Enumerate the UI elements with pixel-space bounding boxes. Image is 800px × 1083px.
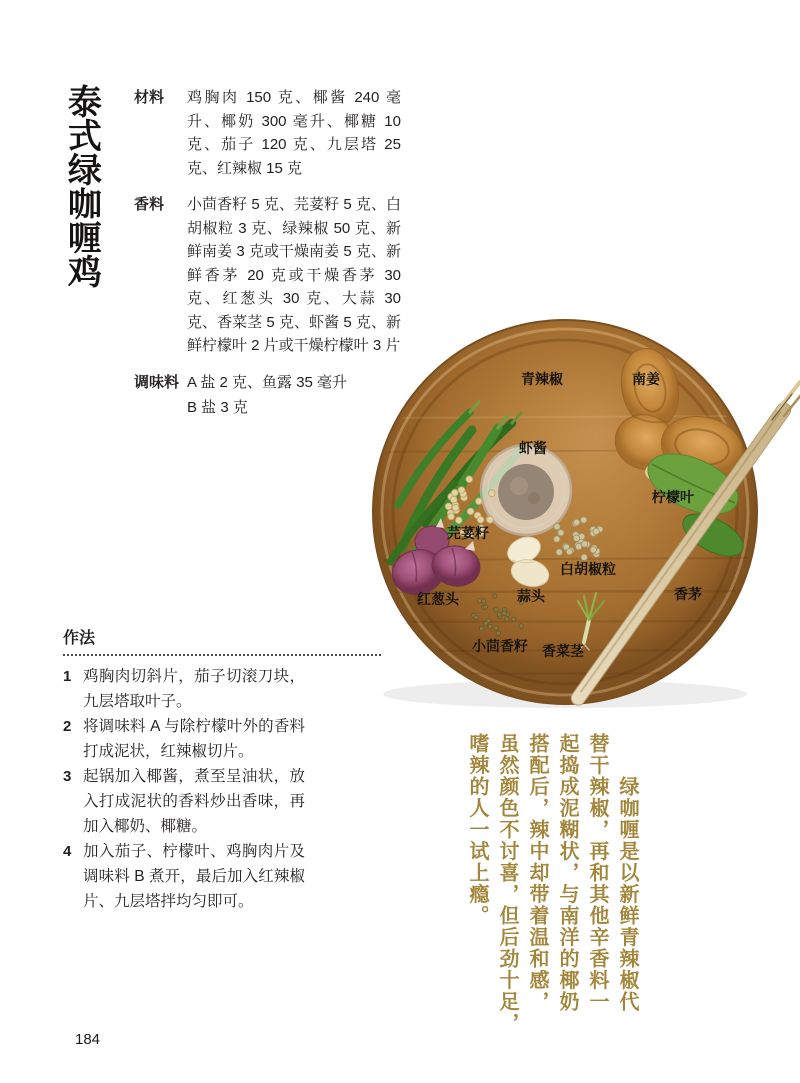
step-number: 2	[63, 718, 72, 735]
ingredients-plate-illustration	[355, 312, 800, 712]
label-cumin-seeds: 小茴香籽	[472, 638, 528, 654]
label-lime-leaves: 柠檬叶	[652, 489, 694, 505]
step-text: 鸡胸肉切斜片，茄子切滚刀块，九层塔取叶子。	[83, 668, 305, 710]
method-step	[63, 664, 381, 714]
ingredients-section-main	[134, 86, 404, 180]
method-heading: 作法	[63, 625, 381, 656]
label-garlic: 蒜头	[517, 588, 545, 604]
intro-column: 起捣成泥糊状，与南洋的椰奶	[556, 733, 578, 1013]
shrimp-paste-bowl	[481, 445, 571, 535]
label-white-peppercorns: 白胡椒粒	[560, 561, 616, 577]
step-number: 1	[63, 668, 72, 685]
ingredient-text: 小茴香籽 5 克、芫荽籽 5 克、白胡椒粒 3 克、绿辣椒 50 克、新鲜南姜 3 克或干燥南姜 5 克、新鲜香茅 20 克或干燥香茅 30 克、红葱头 30 克、大蒜 30 克、香菜茎 5 克、虾酱 5 克、新鲜柠檬叶 2 片或干燥柠檬叶 3 片	[187, 196, 401, 354]
label-cilantro-stems: 香菜茎	[542, 643, 584, 659]
label-shallots: 红葱头	[417, 591, 459, 607]
label-green-chilies: 青辣椒	[521, 371, 563, 387]
step-text: 将调味料 A 与除柠檬叶外的香料打成泥状，红辣椒切片。	[83, 718, 305, 760]
method-step	[63, 764, 381, 839]
label-lemongrass: 香茅	[674, 586, 702, 602]
method-step	[63, 839, 381, 914]
ingredient-label: 材料	[134, 89, 165, 106]
step-number: 3	[63, 768, 72, 785]
method-step	[63, 714, 381, 764]
page-number: 184	[75, 1031, 101, 1048]
seasoning-line-b: B 盐 3 克	[187, 399, 248, 416]
step-number: 4	[63, 843, 72, 860]
ingredient-label: 调味料	[134, 373, 180, 391]
ingredient-text: 鸡胸肉 150 克、椰酱 240 毫升、椰奶 300 毫升、椰糖 10 克、茄子 120 克、九层塔 25 克、红辣椒 15 克	[187, 89, 401, 177]
intro-column: 虽然颜色不讨喜，但后劲十足，	[496, 733, 518, 1034]
ingredient-label: 香料	[134, 196, 165, 213]
intro-column: 绿咖喱是以新鲜青辣椒代	[616, 776, 638, 1013]
seasoning-line-a: A 盐 2 克、鱼露 35 毫升	[187, 373, 348, 391]
label-coriander-seeds: 芫荽籽	[447, 525, 489, 541]
method-section	[63, 625, 381, 914]
intro-paragraph-vertical	[462, 733, 642, 1036]
step-text: 加入茄子、柠檬叶、鸡胸肉片及调味料 B 煮开，最后加入红辣椒片、九层塔拌均匀即可。	[83, 843, 305, 910]
label-shrimp-paste: 虾酱	[519, 440, 547, 456]
ingredients-photo	[355, 312, 800, 712]
intro-column: 替干辣椒，再和其他辛香料一	[586, 733, 608, 1013]
intro-column: 嗜辣的人一试上瘾。	[466, 733, 488, 927]
intro-column: 搭配后，辣中却带着温和感，	[526, 733, 548, 1013]
step-text: 起锅加入椰酱，煮至呈油状，放入打成泥状的香料炒出香味，再加入椰奶、椰糖。	[83, 768, 305, 835]
page-title: 泰式绿咖喱鸡	[62, 84, 101, 288]
method-steps	[63, 664, 381, 914]
label-galangal: 南姜	[632, 371, 660, 387]
